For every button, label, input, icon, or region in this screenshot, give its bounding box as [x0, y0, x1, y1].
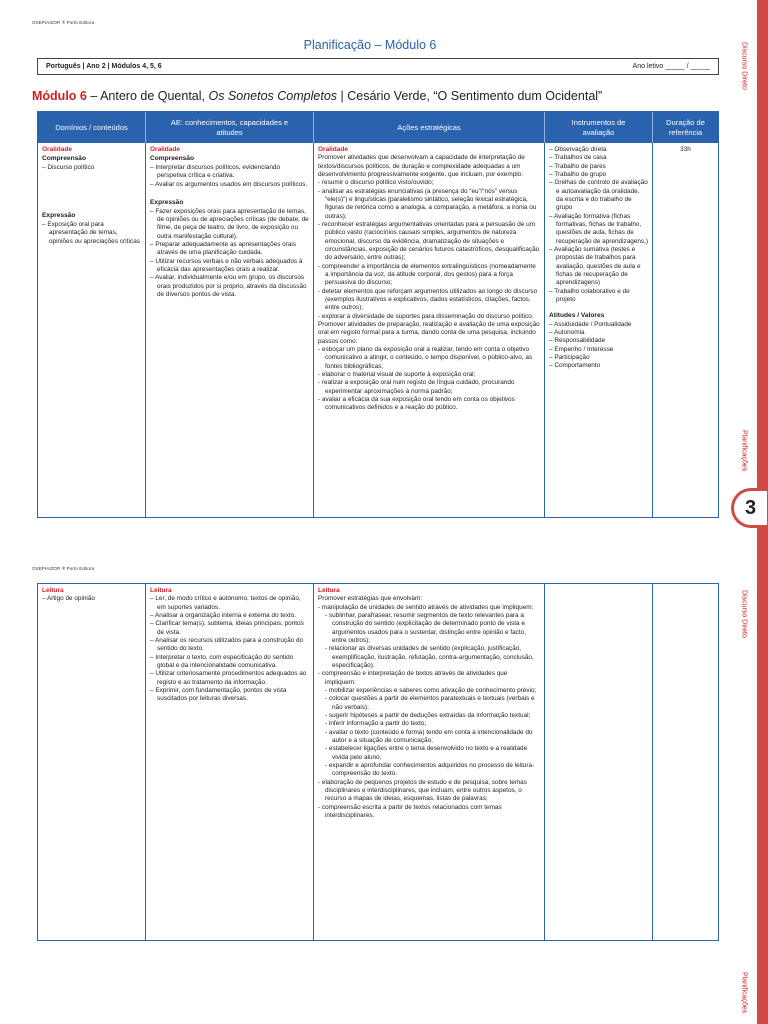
list-item: - compreensão escrita a partir de textos relacionados com temas interdisciplinares.: [318, 804, 540, 821]
copyright-bottom: OSEPIAIZOR ® Porto Editora: [32, 566, 95, 571]
list-item: – Utilizar criteriosamente procedimentos adequados ao registo e ao tratamento da informação.: [150, 670, 309, 687]
chapter-badge: [731, 488, 767, 528]
subheader-bar: [37, 58, 719, 75]
list-item: - elaboração de pequenos projetos de estudo e de pesquisa, sobre temas disciplinares e interdisciplinares, que incluam, entre outros aspetos, o recurso a mapas de ideias, esquemas, listas de palavras;: [318, 779, 540, 804]
cell-instruments: [545, 143, 653, 517]
module-work-rest: | Cesário Verde, “O Sentimento dum Ocidental”: [337, 89, 603, 103]
list-item: - compreender a importância de elementos extralinguísticos (nomeadamente a importância da voz, da atitude corporal, dos gestos) para a força persuasiva do discurso;: [318, 263, 540, 288]
col-header-ae: AE: conhecimentos, capacidades e atitudes: [146, 112, 314, 143]
tab-planificacoes-bottom[interactable]: [731, 962, 757, 1024]
list-item: - avaliar a eficácia da sua exposição oral tendo em conta os objetivos comunicativos definidos e a reação do público.: [318, 396, 540, 413]
list-item: – Interpretar discursos políticos, evidenciando perspetiva crítica e criativa.: [150, 164, 309, 181]
subsection-label: Compreensão: [150, 155, 194, 163]
subsection-label: Expressão: [42, 212, 76, 220]
section-label: Oralidade: [318, 146, 348, 153]
tab-label: Planificações: [740, 430, 748, 472]
col-header-domains: Domínios / conteúdos: [38, 112, 146, 143]
list-item: – Responsabilidade: [549, 337, 648, 345]
section-label: Leitura: [150, 587, 172, 594]
section-label: Oralidade: [42, 146, 72, 153]
chapter-number: 3: [744, 496, 757, 519]
cell-ae: [146, 584, 314, 940]
list-item: - compreensão e interpretação de textos através de atividades que impliquem:: [318, 670, 540, 687]
tab-label: Discurso Direto: [740, 590, 748, 638]
list-item: – Preparar adequadamente as apresentações orais através de uma planificação cuidada.: [150, 241, 309, 258]
list-item: – Comportamento: [549, 362, 648, 370]
list-item: – Avaliação formativa (fichas formativas, fichas de trabalho, questões de aula, fichas de recuperação de aprendizagens,): [549, 213, 648, 246]
list-item: - avaliar o texto (conteúdo e forma) tendo em conta a intencionalidade do autor e a situação de comunicação;: [318, 729, 540, 746]
list-item: – Analisar a organização interna e externa do texto.: [150, 612, 309, 620]
list-item: - detetar elementos que reforçam argumentos utilizados ao longo do discurso (exemplos ilustrativos e explicativos, dados estatísticos, citações, factos, entre outros);: [318, 288, 540, 313]
cell-duration: [653, 584, 718, 940]
subheader-school-year: Ano letivo _____ / _____: [632, 63, 710, 70]
list-item: – Participação: [549, 354, 648, 362]
table-row: [38, 143, 718, 517]
list-item: - resumir o discurso político visto/ouvido;: [318, 179, 540, 187]
list-item: - relacionar as diversas unidades de sentido (explicação, justificação, exemplificação, ilustração, refutação, contra-argumentação, conclusão, especificação).: [318, 645, 540, 670]
list-item: – Avaliar os argumentos usados em discursos políticos.: [150, 181, 309, 189]
list-item: - colocar questões a partir de elementos paratextuais e textuais (verbais e não verbais);: [318, 695, 540, 712]
list-item: - manipulação de unidades de sentido através de atividades que impliquem:: [318, 604, 540, 612]
tab-discurso-direto-top[interactable]: [731, 30, 757, 102]
module-work-title: Os Sonetos Completos: [208, 89, 338, 103]
list-item: - sublinhar, parafrasear, resumir segmentos de texto relevantes para a construção do sentido (explicitação de determinado ponto de vista e argumentos usados para o sustentar, distinção entre opinião e facto, entre outros);: [318, 612, 540, 645]
paragraph: Promover atividades de preparação, realização e avaliação de uma exposição oral em registo formal para a turma, dando conta de uma pesquisa, incluindo passos como:: [318, 321, 540, 345]
duration-value: 33h: [680, 146, 691, 153]
list-item: – Discurso político: [42, 164, 141, 172]
table-header: [38, 112, 718, 143]
list-item: – Interpretar o texto, com especificação do sentido global e da intencionalidade comunicativa.: [150, 654, 309, 671]
list-item: – Avaliação sumativa (testes e propostas de trabalhos para avaliação, questões de aula e fichas de recuperação de aprendizagens): [549, 246, 648, 288]
list-item: – Trabalho de pares: [549, 163, 648, 171]
subheader-course: Português | Ano 2 | Módulos 4, 5, 6: [46, 63, 162, 70]
list-item: – Clarificar tema(s), subtema, ideias principais, pontos de vista.: [150, 620, 309, 637]
list-item: - expandir e aprofundar conhecimentos adquiridos no processo de leitura-compreensão do texto.: [318, 762, 540, 779]
cell-actions: [314, 143, 545, 517]
cell-domains: [38, 584, 146, 940]
list-item: – Exposição oral para apresentação de temas, opiniões ou apreciações críticas: [42, 221, 141, 246]
list-item: – Trabalho de grupo: [549, 171, 648, 179]
subsection-label: Expressão: [150, 198, 184, 206]
module-dash-text: – Antero de Quental,: [86, 89, 209, 103]
module-heading: [32, 89, 602, 103]
list-item: – Ler, de modo crítico e autónomo, textos de opinião, em suportes variados.: [150, 595, 309, 612]
list-item: – Utilizar recursos verbais e não verbais adequados à eficácia das apresentações orais a realizar.: [150, 258, 309, 275]
subsection-label: Compreensão: [42, 155, 86, 163]
list-item: – Fazer exposições orais para apresentação de temas, de opiniões ou de apreciações críticas (de debate, de filme, de peça de teatro, de livro, de exposição ou outra manifestação cultural).: [150, 208, 309, 241]
list-item: - elaborar o material visual de suporte à exposição oral;: [318, 371, 540, 379]
section-label: Leitura: [318, 587, 340, 594]
section-label: Oralidade: [150, 146, 180, 153]
list-item: – Exprimir, com fundamentação, pontos de vista suscitados por leituras diversas.: [150, 687, 309, 704]
list-item: – Grelhas de controlo de avaliação e autoavaliação da oralidade, da escrita e do trabalho de grupo: [549, 179, 648, 212]
list-item: - esboçar um plano da exposição oral a realizar, tendo em conta o objetivo comunicativo a atingir, o conteúdo, o tempo disponível, o público-alvo, as fontes bibliográficas;: [318, 346, 540, 371]
list-item: – Analisar os recursos utilizados para a construção do sentido do texto.: [150, 637, 309, 654]
cell-ae: [146, 143, 314, 517]
col-header-instruments: Instrumentos de avaliação: [545, 112, 653, 143]
list-item: - sugerir hipóteses a partir de deduções extraídas da informação textual;: [318, 712, 540, 720]
col-header-duration: Duração de referência: [666, 118, 705, 137]
list-item: – Observação direta: [549, 146, 648, 154]
list-item: – Trabalhos de casa: [549, 154, 648, 162]
list-item: - explorar a diversidade de suportes para disseminação do discurso político.: [318, 313, 540, 321]
page-title: Planificação – Módulo 6: [303, 38, 437, 52]
table-row: [38, 584, 718, 940]
list-item: - estabelecer ligações entre o tema desenvolvido no texto e a realidade vivida pelo aluno;: [318, 745, 540, 762]
list-item: - inferir informação a partir do texto;: [318, 720, 540, 728]
tab-planificacoes-top[interactable]: [731, 418, 757, 484]
list-item: – Empenho / Interesse: [549, 346, 648, 354]
list-item: - mobilizar experiências e saberes como ativação de conhecimento prévio;: [318, 687, 540, 695]
list-item: – Avaliar, individualmente e/ou em grupo, os discursos orais produzidos por si próprio, através da discussão de diversos pontos de vista.: [150, 274, 309, 299]
cell-instruments: [545, 584, 653, 940]
cell-actions: [314, 584, 545, 940]
subsection-label: Atitudes / Valores: [549, 312, 605, 320]
list-item: - realizar a exposição oral num registo de língua cuidado, procurando experimentar aproximações à norma padrão;: [318, 379, 540, 396]
copyright-top: OSEPIAIZOR ® Porto Editora: [32, 20, 95, 25]
list-item: – Artigo de opinião: [42, 595, 141, 603]
planning-table-top: [37, 111, 719, 518]
col-header-actions: Ações estratégicas: [314, 112, 545, 143]
list-item: – Autonomia: [549, 329, 648, 337]
paragraph: Promover atividades que desenvolvam a capacidade de interpretação de textos/discursos políticos, de duração e complexidade adequadas a um desenvolvimento progressivamente exigente, que incluam, por exemplo:: [318, 154, 525, 179]
cell-duration: [653, 143, 718, 517]
list-item: - analisar as estratégias enunciativas (a presença do “eu”/“nós” versus “ele(s)”) e linguísticas (paralelismo sintático, seleção lexical estratégica, figuras de retórica como a analogia, a comparação, a metáfora, a ironia ou outras);: [318, 188, 540, 221]
cell-domains: [38, 143, 146, 517]
section-label: Leitura: [42, 587, 64, 594]
paragraph: Promover estratégias que envolvam:: [318, 595, 423, 603]
list-item: – Assiduidade / Pontualidade: [549, 321, 648, 329]
list-item: - reconhecer estratégias argumentativas orientadas para a persuasão de um público vasto (raciocínios causais simples, argumentos de natureza emocional, discurso da evidência, dramatização de situações e circunstâncias, exposição de cenários futuros catastróficos, desqualificação do adversário, entre outras);: [318, 221, 540, 263]
module-label: Módulo 6: [32, 89, 87, 103]
tab-label: Discurso Direto: [740, 42, 748, 90]
planning-table-bottom: [37, 583, 719, 941]
list-item: – Trabalho colaborativo e de projeto: [549, 288, 648, 305]
tab-discurso-direto-bottom[interactable]: [731, 578, 757, 650]
tab-label: Planificações: [740, 972, 748, 1014]
